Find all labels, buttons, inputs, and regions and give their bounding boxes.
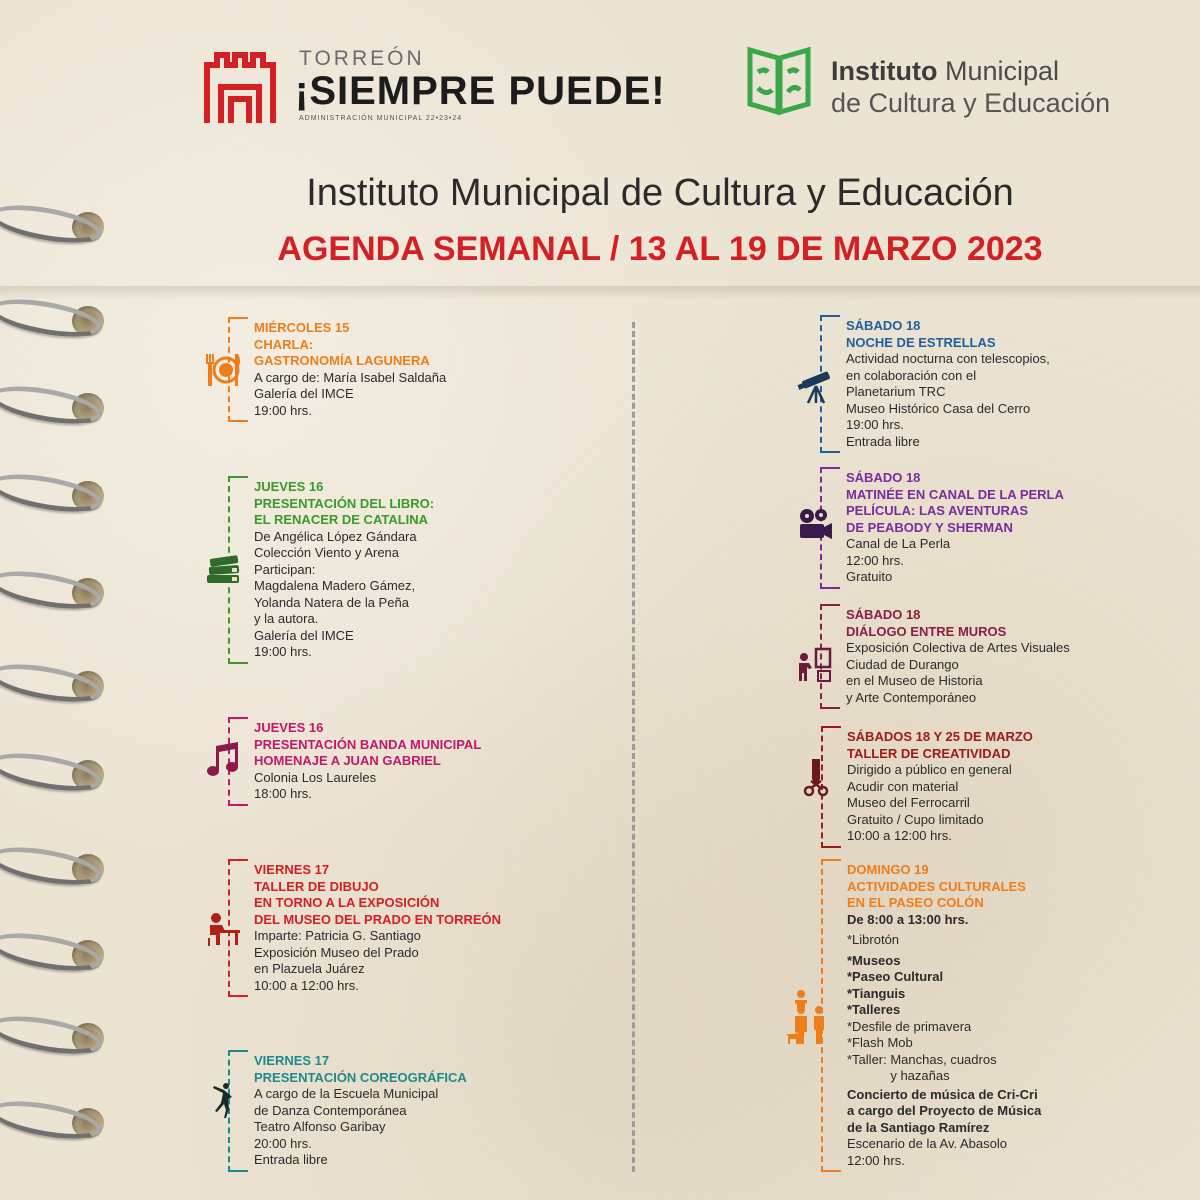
spiral-ring [0,1100,110,1144]
event-detail: 12:00 hrs. [847,1152,905,1168]
event-title: SÁBADOS 18 Y 25 DE MARZO TALLER DE CREATIVIDAD [847,729,1033,761]
event-detail: 20:00 hrs. [254,1135,312,1151]
event-detail: De 8:00 a 13:00 hrs. [847,911,969,927]
event-title: JUEVES 16 PRESENTACIÓN BANDA MUNICIPAL HOMENAJE A JUAN GABRIEL [254,720,482,768]
event-detail: Gratuito / Cupo limitado [847,811,984,827]
event-detail: Galería del IMCE [254,386,354,401]
spiral-ring [0,570,110,614]
event-detail: Ciudad de Durango [846,656,959,672]
event-detail: y Arte Contemporáneo [846,689,977,705]
desk-person-icon [204,910,242,948]
event-detail: Concierto de música de Cri-Cri [847,1086,1038,1102]
event-detail: de Danza Contemporánea [254,1102,407,1118]
event-detail: *Flash Mob [847,1035,913,1050]
spiral-ring [0,385,110,429]
event-detail: Exposición Museo del Prado [254,944,419,960]
torreon-logo [203,47,666,127]
torreon-city-name: TORREÓN [299,47,425,70]
spiral-ring [0,663,110,707]
event-detail: Exposición Colectiva de Artes Visuales [846,640,1070,655]
film-camera-icon [796,506,834,544]
event-detail: 19:00 hrs. [254,402,312,418]
paper-tear-edge [0,286,1200,300]
telescope-icon [796,366,834,404]
event-title: SÁBADO 18 MATINÉE EN CANAL DE LA PERLA PELÍCULA: LAS AVENTURAS DE PEABODY Y SHERMAN [846,470,1064,535]
event-detail: 19:00 hrs. [254,644,312,659]
event-detail: Yolanda Natera de la Peña [254,594,409,610]
event-detail: Acudir con material [847,778,959,794]
pencil-scissors-icon [797,759,835,797]
dancer-icon [204,1081,242,1119]
event-detail: *Librotón [847,932,900,947]
event-libro [254,479,434,661]
family-icon [787,988,833,1044]
event-detail: en el Museo de Historia [846,673,983,688]
gallery-viewer-icon [796,645,834,683]
event-detail: 10:00 a 12:00 hrs. [254,977,359,993]
event-detail: Gratuito [846,569,893,584]
column-divider [632,322,635,1172]
music-note-icon [204,740,242,778]
torreon-admin-caption: ADMINISTRACIÓN MUNICIPAL 22•23•24 [299,115,463,122]
event-title: MIÉRCOLES 15 CHARLA: GASTRONOMÍA LAGUNERA [254,320,430,368]
castle-icon [203,47,277,125]
event-detail: de la Santiago Ramírez [847,1119,990,1135]
event-detail: Planetarium TRC [846,384,946,399]
spiral-ring [0,473,110,517]
event-detail: Teatro Alfonso Garibay [254,1119,386,1134]
event-noche-estrellas [846,318,1050,450]
event-banda [254,720,481,803]
page-title: Instituto Municipal de Cultura y Educación [306,172,1014,214]
event-detail: Entrada libre [846,433,920,449]
torreon-slogan: ¡SIEMPRE PUEDE! [295,69,666,113]
plate-cutlery-icon [204,350,242,388]
event-matinee [846,470,1064,586]
event-detail: *Paseo Cultural [847,969,944,984]
event-detail: A cargo de: María Isabel Saldaña [254,369,447,385]
event-detail: a cargo del Proyecto de Música [847,1103,1042,1118]
event-detail: Galería del IMCE [254,627,354,643]
event-detail: en colaboración con el [846,367,977,383]
theater-mask-icon [744,42,814,118]
event-detail: y la autora. [254,611,319,626]
imce-logo [744,42,1111,122]
books-icon [204,549,242,587]
spiral-ring [0,298,110,342]
event-detail: *Tianguis [847,985,906,1001]
event-taller-dibujo [254,862,501,994]
event-detail: *Talleres [847,1002,901,1017]
event-detail: *Taller: Manchas, cuadros [847,1051,997,1067]
event-taller-creatividad [847,729,1033,845]
event-detail: Actividad nocturna con telescopios, [846,351,1050,366]
event-gastronomia [254,320,446,419]
event-detail: Canal de La Perla [846,536,951,551]
event-title: SÁBADO 18 DIÁLOGO ENTRE MUROS [846,607,1007,639]
event-title: VIERNES 17 PRESENTACIÓN COREOGRÁFICA [254,1053,467,1085]
event-detail: Entrada libre [254,1152,328,1167]
event-detail: *Desfile de primavera [847,1018,972,1034]
spiral-ring [0,932,110,976]
event-detail: 12:00 hrs. [846,552,904,568]
event-detail: 19:00 hrs. [846,417,904,432]
event-detail: *Museos [847,952,901,968]
event-detail: Dirigido a público en general [847,762,1012,777]
event-detail: Imparte: Patricia G. Santiago [254,928,421,943]
event-dialogo-muros [846,607,1070,706]
event-title: JUEVES 16 PRESENTACIÓN DEL LIBRO: EL RENACER DE CATALINA [254,479,435,527]
event-detail: Escenario de la Av. Abasolo [847,1136,1007,1151]
event-detail: Magdalena Madero Gámez, [254,578,416,593]
event-paseo-colon [847,862,1041,1169]
imce-logo-line1: Instituto Municipal [831,56,1060,86]
event-title: DOMINGO 19 ACTIVIDADES CULTURALES EN EL PASEO COLÓN [847,862,1026,910]
event-detail: Museo del Ferrocarril [847,795,970,810]
event-detail: Participan: [254,561,316,577]
event-title: SÁBADO 18 NOCHE DE ESTRELLAS [846,318,996,350]
event-detail: De Angélica López Gándara [254,528,417,544]
event-title: VIERNES 17 TALLER DE DIBUJO EN TORNO A LA EXPOSICIÓN DEL MUSEO DEL PRADO EN TORREÓN [254,862,502,927]
event-detail: 10:00 a 12:00 hrs. [847,828,952,843]
event-detail: 18:00 hrs. [254,786,312,801]
event-detail: Colonia Los Laureles [254,769,377,785]
event-detail: A cargo de la Escuela Municipal [254,1086,439,1101]
spiral-ring [0,846,110,890]
spiral-ring [0,752,110,796]
event-detail: en Plazuela Juárez [254,961,365,976]
event-detail: Museo Histórico Casa del Cerro [846,400,1031,416]
spiral-ring [0,1015,110,1059]
event-coreografica [254,1053,467,1169]
event-detail: y hazañas [847,1068,950,1083]
agenda-title: AGENDA SEMANAL / 13 AL 19 DE MARZO 2023 [277,230,1043,268]
event-detail: Colección Viento y Arena [254,545,400,560]
imce-logo-line2: de Cultura y Educación [831,88,1111,118]
